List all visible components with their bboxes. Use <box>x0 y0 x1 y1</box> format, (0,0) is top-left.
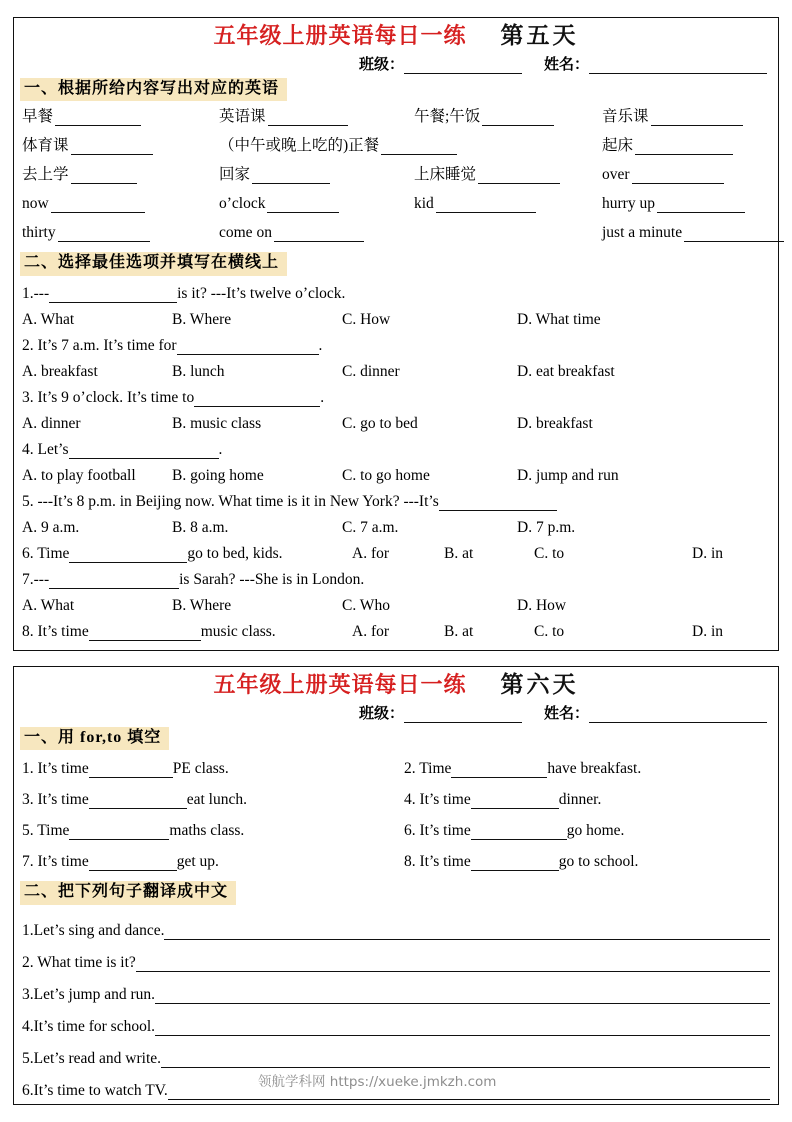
mc-option[interactable]: D. 7 p.m. <box>517 518 576 536</box>
class-field[interactable] <box>359 53 544 74</box>
mc-option[interactable]: D. What time <box>517 310 601 328</box>
mc-stem-post: music class. <box>200 622 276 640</box>
vocab-term: （中午或晚上吃的)正餐 <box>219 137 380 155</box>
worksheet-2-day-label: 第六天 <box>500 672 579 697</box>
translation-answer-rule[interactable] <box>155 987 770 1004</box>
w2-forto-grid <box>14 751 778 877</box>
vocab-term: 英语课 <box>219 108 266 126</box>
forto-post: PE class. <box>172 760 229 778</box>
mc-option[interactable]: D. How <box>517 596 567 614</box>
mc-question <box>22 615 770 641</box>
forto-pre: 3. It’s time <box>22 791 89 809</box>
forto-item <box>404 791 601 809</box>
vocab-entry <box>414 162 560 184</box>
mc-answer-blank[interactable] <box>177 339 319 355</box>
forto-answer-blank[interactable] <box>471 793 559 809</box>
mc-option[interactable]: C. to <box>534 622 565 640</box>
vocab-answer-blank[interactable] <box>635 139 733 155</box>
vocab-term: over <box>602 166 630 184</box>
mc-stem-pre: 8. It’s time <box>22 622 89 640</box>
forto-post: maths class. <box>169 822 245 840</box>
name-input-rule[interactable] <box>589 707 767 723</box>
forto-pre: 7. It’s time <box>22 853 89 871</box>
vocab-term: 音乐课 <box>602 108 649 126</box>
forto-post: go home. <box>566 822 625 840</box>
vocab-term: now <box>22 195 49 213</box>
worksheet-1-student-info <box>14 53 778 74</box>
name-input-rule[interactable] <box>589 58 767 74</box>
mc-question <box>22 485 770 511</box>
vocab-entry <box>602 104 743 126</box>
mc-stem-pre: 6. Time <box>22 544 70 562</box>
translation-row <box>22 1036 770 1068</box>
forto-post: eat lunch. <box>186 791 247 809</box>
mc-option-row <box>22 459 770 485</box>
vocab-entry <box>22 224 150 242</box>
mc-answer-blank[interactable] <box>49 573 179 589</box>
forto-item <box>22 760 229 778</box>
vocab-term: kid <box>414 195 434 213</box>
vocab-answer-blank[interactable] <box>268 110 348 126</box>
worksheet-day-6 <box>13 666 779 1105</box>
name-label: 姓名： <box>544 57 590 73</box>
mc-stem-post: . <box>320 388 325 406</box>
vocab-answer-blank[interactable] <box>482 110 554 126</box>
forto-post: get up. <box>176 853 219 871</box>
mc-stem-pre: 3. It’s 9 o’clock. It’s time to <box>22 388 195 406</box>
forto-post: have breakfast. <box>547 760 642 778</box>
vocab-term: o’clock <box>219 195 266 213</box>
mc-option[interactable]: A. to play football <box>22 466 136 484</box>
vocab-answer-blank[interactable] <box>55 110 141 126</box>
vocab-answer-blank[interactable] <box>274 226 364 242</box>
mc-stem-pre: 7.--- <box>22 570 50 588</box>
vocab-entry <box>602 195 745 213</box>
mc-option[interactable]: B. at <box>444 544 474 562</box>
forto-row <box>22 815 770 846</box>
vocab-row <box>22 132 770 161</box>
mc-option[interactable]: B. lunch <box>172 362 225 380</box>
mc-option[interactable]: D. jump and run <box>517 466 619 484</box>
forto-pre: 5. Time <box>22 822 70 840</box>
forto-pre: 1. It’s time <box>22 760 89 778</box>
mc-answer-blank[interactable] <box>194 391 320 407</box>
w1-multiple-choice-list <box>14 277 778 641</box>
w2-section-2-heading: 二、把下列句子翻译成中文 <box>20 881 236 904</box>
mc-answer-blank[interactable] <box>69 443 219 459</box>
vocab-answer-blank[interactable] <box>632 168 724 184</box>
w2-section-1-heading: 一、用 for,to 填空 <box>20 727 169 750</box>
vocab-answer-blank[interactable] <box>684 226 784 242</box>
mc-answer-blank[interactable] <box>69 547 187 563</box>
worksheet-2-student-info <box>14 702 778 723</box>
mc-option[interactable]: C. dinner <box>342 362 400 380</box>
mc-option-row <box>22 407 770 433</box>
vocab-term: 起床 <box>602 137 634 155</box>
worksheet-1-title-row <box>14 18 778 47</box>
forto-item <box>404 822 624 840</box>
translation-sentence: 6.It’s time to watch TV. <box>22 1081 168 1099</box>
vocab-entry <box>22 133 153 155</box>
translation-row <box>22 972 770 1004</box>
mc-stem-post: . <box>318 336 323 354</box>
mc-stem-post: is it? ---It’s twelve o’clock. <box>177 284 346 302</box>
translation-sentence: 2. What time is it? <box>22 953 136 971</box>
forto-answer-blank[interactable] <box>471 855 559 871</box>
mc-question <box>22 563 770 589</box>
mc-option[interactable]: A. breakfast <box>22 362 98 380</box>
translation-answer-rule[interactable] <box>161 1051 770 1068</box>
forto-pre: 4. It’s time <box>404 791 471 809</box>
forto-answer-blank[interactable] <box>89 762 173 778</box>
vocab-entry <box>22 195 145 213</box>
mc-stem-pre: 2. It’s 7 a.m. It’s time for <box>22 336 177 354</box>
vocab-term: come on <box>219 224 272 242</box>
mc-question <box>22 277 770 303</box>
mc-option[interactable]: B. at <box>444 622 474 640</box>
mc-stem-pre: 5. ---It’s 8 p.m. in Beijing now. What time is it in New York? ---It’s <box>22 492 439 510</box>
w1-section-1-heading: 一、根据所给内容写出对应的英语 <box>20 78 287 101</box>
vocab-answer-blank[interactable] <box>436 197 536 213</box>
mc-answer-blank[interactable] <box>49 287 177 303</box>
forto-pre: 6. It’s time <box>404 822 471 840</box>
class-field[interactable] <box>359 702 544 723</box>
translation-row <box>22 940 770 972</box>
mc-option[interactable]: B. 8 a.m. <box>172 518 229 536</box>
mc-stem-pre: 1.--- <box>22 284 50 302</box>
vocab-entry <box>219 133 457 155</box>
vocab-term: 回家 <box>219 166 251 184</box>
mc-option[interactable]: B. going home <box>172 466 264 484</box>
mc-option[interactable]: D. in <box>692 622 723 640</box>
mc-option[interactable]: D. eat breakfast <box>517 362 615 380</box>
class-label: 班级： <box>359 706 405 722</box>
vocab-term: 午餐;午饭 <box>414 108 481 126</box>
forto-post: go to school. <box>558 853 639 871</box>
vocab-entry <box>602 224 784 242</box>
vocab-row <box>22 190 770 219</box>
mc-option[interactable]: C. go to bed <box>342 414 418 432</box>
translation-sentence: 4.It’s time for school. <box>22 1017 156 1035</box>
mc-option[interactable]: C. to go home <box>342 466 430 484</box>
vocab-term: just a minute <box>602 224 683 242</box>
vocab-row <box>22 219 770 248</box>
mc-option[interactable]: A. dinner <box>22 414 81 432</box>
mc-question <box>22 329 770 355</box>
worksheet-1-title: 五年级上册英语每日一练 <box>213 23 467 48</box>
translation-sentence: 3.Let’s jump and run. <box>22 985 156 1003</box>
vocab-term: 体育课 <box>22 137 69 155</box>
mc-option[interactable]: C. to <box>534 544 565 562</box>
vocab-term: 上床睡觉 <box>414 166 477 184</box>
mc-option[interactable]: A. 9 a.m. <box>22 518 80 536</box>
vocab-row <box>22 161 770 190</box>
name-field[interactable] <box>544 53 767 74</box>
vocab-answer-blank[interactable] <box>58 226 150 242</box>
mc-option[interactable]: B. Where <box>172 596 232 614</box>
vocab-answer-blank[interactable] <box>267 197 339 213</box>
site-watermark: 领航学科网 https://xueke.jmkzh.com <box>258 1074 497 1090</box>
vocab-term: hurry up <box>602 195 655 213</box>
translation-answer-rule[interactable] <box>164 923 770 940</box>
worksheet-1-day-label: 第五天 <box>500 23 579 48</box>
mc-question <box>22 381 770 407</box>
worksheet-2-title-row <box>14 667 778 696</box>
vocab-answer-blank[interactable] <box>478 168 560 184</box>
translation-answer-rule[interactable] <box>136 955 770 972</box>
vocab-term: 去上学 <box>22 166 69 184</box>
class-input-rule[interactable] <box>404 707 522 723</box>
name-field[interactable] <box>544 702 767 723</box>
vocab-answer-blank[interactable] <box>381 139 457 155</box>
mc-option[interactable]: A. What <box>22 310 75 328</box>
mc-option[interactable]: A. for <box>352 544 390 562</box>
vocab-row <box>22 103 770 132</box>
class-label: 班级： <box>359 57 405 73</box>
forto-item <box>22 853 219 871</box>
mc-option[interactable]: B. Where <box>172 310 232 328</box>
mc-stem-post: is Sarah? ---She is in London. <box>179 570 365 588</box>
mc-option[interactable]: A. for <box>352 622 390 640</box>
name-label: 姓名： <box>544 706 590 722</box>
mc-answer-blank[interactable] <box>439 495 557 511</box>
vocab-entry <box>219 162 330 184</box>
translation-sentence: 1.Let’s sing and dance. <box>22 921 165 939</box>
forto-answer-blank[interactable] <box>69 824 169 840</box>
mc-answer-blank[interactable] <box>89 625 201 641</box>
forto-item <box>22 822 244 840</box>
vocab-answer-blank[interactable] <box>657 197 745 213</box>
translation-sentence: 5.Let’s read and write. <box>22 1049 162 1067</box>
mc-option[interactable]: C. Who <box>342 596 390 614</box>
vocab-answer-blank[interactable] <box>71 168 137 184</box>
vocab-entry <box>22 104 141 126</box>
mc-option[interactable]: A. What <box>22 596 75 614</box>
mc-option[interactable]: C. How <box>342 310 391 328</box>
worksheet-2-title: 五年级上册英语每日一练 <box>213 672 467 697</box>
vocab-term: 早餐 <box>22 108 54 126</box>
forto-row <box>22 753 770 784</box>
forto-answer-blank[interactable] <box>471 824 567 840</box>
vocab-answer-blank[interactable] <box>252 168 330 184</box>
translation-row <box>22 1004 770 1036</box>
class-input-rule[interactable] <box>404 58 522 74</box>
mc-option[interactable]: D. in <box>692 544 723 562</box>
forto-item <box>22 791 247 809</box>
forto-answer-blank[interactable] <box>89 855 177 871</box>
mc-stem-post: . <box>218 440 223 458</box>
vocab-answer-blank[interactable] <box>651 110 743 126</box>
w1-vocab-grid <box>14 102 778 248</box>
forto-row <box>22 784 770 815</box>
mc-option-row <box>22 303 770 329</box>
vocab-entry <box>414 195 536 213</box>
mc-question <box>22 433 770 459</box>
w1-section-2-heading: 二、选择最佳选项并填写在横线上 <box>20 252 287 275</box>
translation-answer-rule[interactable] <box>155 1019 770 1036</box>
forto-answer-blank[interactable] <box>451 762 547 778</box>
vocab-entry <box>414 104 554 126</box>
forto-pre: 2. Time <box>404 760 452 778</box>
mc-option-row <box>22 511 770 537</box>
forto-post: dinner. <box>558 791 602 809</box>
mc-stem-post: go to bed, kids. <box>187 544 283 562</box>
vocab-answer-blank[interactable] <box>51 197 145 213</box>
mc-question <box>22 537 770 563</box>
vocab-entry <box>219 195 339 213</box>
forto-item <box>404 760 641 778</box>
vocab-entry <box>219 224 364 242</box>
mc-option-row <box>22 355 770 381</box>
vocab-entry <box>219 104 348 126</box>
translation-row <box>22 908 770 940</box>
mc-option[interactable]: B. music class <box>172 414 262 432</box>
vocab-answer-blank[interactable] <box>71 139 153 155</box>
mc-option[interactable]: C. 7 a.m. <box>342 518 399 536</box>
vocab-entry <box>22 162 137 184</box>
forto-row <box>22 846 770 877</box>
forto-pre: 8. It’s time <box>404 853 471 871</box>
vocab-term: thirty <box>22 224 56 242</box>
forto-answer-blank[interactable] <box>89 793 187 809</box>
mc-option[interactable]: D. breakfast <box>517 414 593 432</box>
mc-stem-pre: 4. Let’s <box>22 440 69 458</box>
mc-option-row <box>22 589 770 615</box>
vocab-entry <box>602 133 733 155</box>
vocab-entry <box>602 166 724 184</box>
forto-item <box>404 853 638 871</box>
worksheet-day-5 <box>13 17 779 651</box>
